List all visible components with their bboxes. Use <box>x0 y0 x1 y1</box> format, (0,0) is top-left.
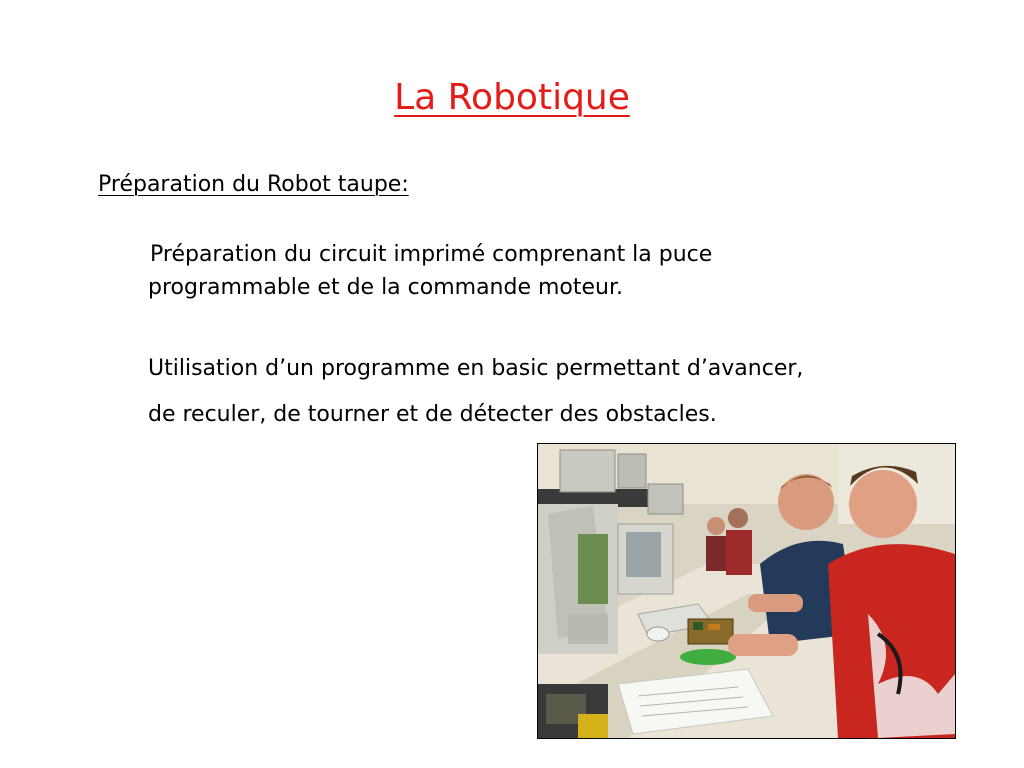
slide-title: La Robotique <box>394 77 630 118</box>
section-heading: Préparation du Robot taupe: <box>98 172 409 197</box>
classroom-photo <box>537 443 956 739</box>
paragraph-circuit <box>148 238 868 304</box>
paragraph-circuit-line-1: Préparation du circuit imprimé comprenant la puce <box>150 242 713 267</box>
classroom-photo-illustration <box>538 444 955 738</box>
paragraph-circuit-line-2: programmable et de la commande moteur. <box>148 275 624 300</box>
paragraph-program-line-1: Utilisation d’un programme en basic permettant d’avancer, <box>148 356 804 381</box>
paragraph-program <box>148 346 948 438</box>
paragraph-program-line-2: de reculer, de tourner et de détecter des obstacles. <box>148 402 717 427</box>
